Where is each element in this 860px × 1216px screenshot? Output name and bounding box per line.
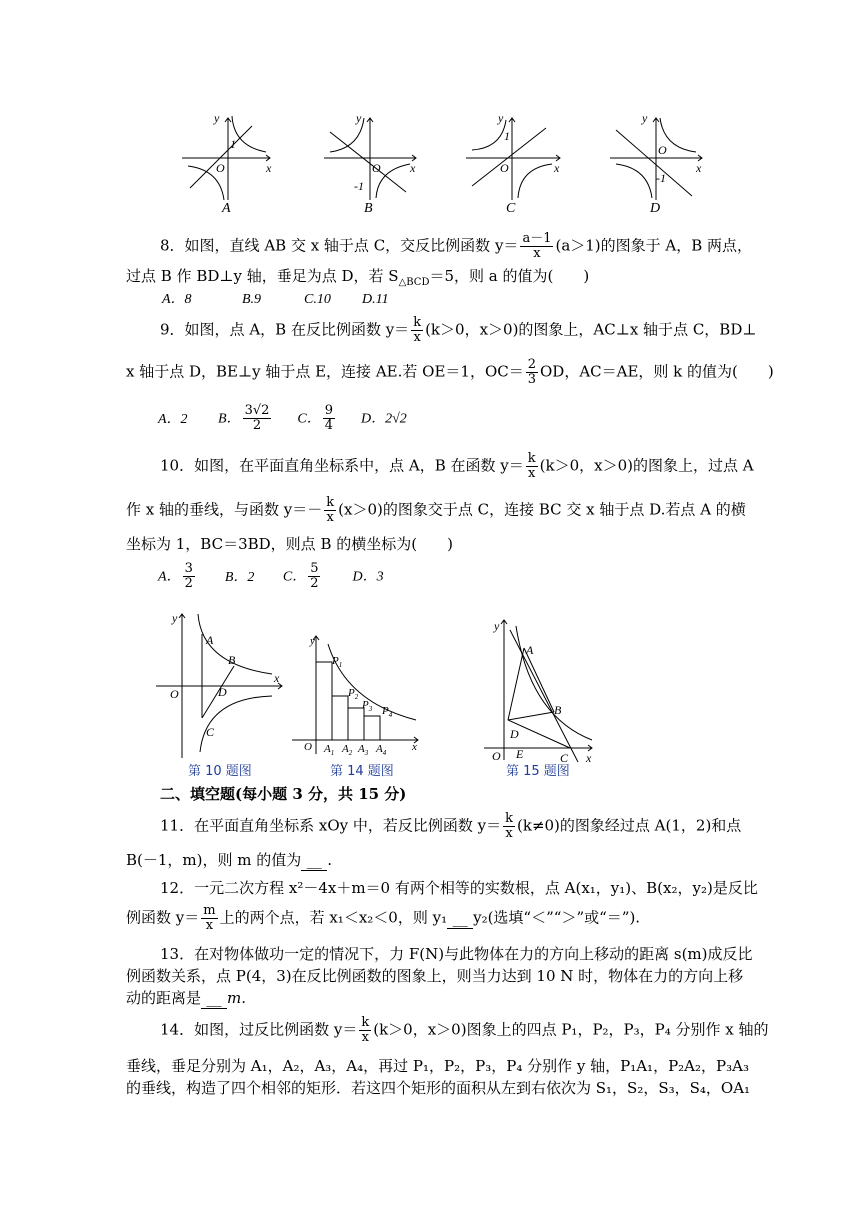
svg-text:O: O xyxy=(304,741,312,753)
q8-options: A．8 B.9 C.10 D.11 xyxy=(162,292,389,307)
svg-text:-1: -1 xyxy=(656,171,666,185)
svg-text:A1: $A_1$ xyxy=(324,743,335,757)
q11-answer-blank[interactable]: __ xyxy=(301,850,327,871)
q13-line1: 13．在对物体做功一定的情况下，力 F(N)与此物体在力的方向上移动的距离 s(m)成反比 xyxy=(160,945,753,963)
svg-text:x: x xyxy=(412,741,417,753)
q12-line2: 例函数 y＝ $\frac{m}{x}$ 上的两个点，若 x₁＜x₂＜0，则 y₁ __ y₂(选填“＜”“＞”或“＝”). xyxy=(126,903,641,933)
svg-text:y: y xyxy=(214,111,220,125)
svg-text:y: y xyxy=(310,635,315,647)
svg-text:O: O xyxy=(500,161,509,175)
figure-14 xyxy=(288,632,434,758)
svg-text:D: D xyxy=(510,727,519,741)
figure-14-caption: 第 14 题图 xyxy=(330,764,394,779)
graph-label-c: C xyxy=(506,201,516,216)
graph-b xyxy=(324,118,416,200)
graph-d xyxy=(610,118,702,200)
svg-text:y: y xyxy=(356,111,362,125)
section-2-title: 二、填空题(每小题 3 分，共 15 分) xyxy=(160,785,407,803)
q8-line2: 过点 B 作 BD⊥y 轴，垂足为点 D，若 $S_{\triangle BCD}=5$，则 a 的值为( ) xyxy=(126,267,590,288)
q13-answer-blank[interactable]: __ xyxy=(201,988,227,1009)
graph-a xyxy=(182,116,270,200)
svg-text:1: 1 xyxy=(230,137,236,151)
svg-text:P4: $P_4$ xyxy=(382,705,393,719)
svg-text:x: x xyxy=(274,671,280,685)
svg-text:P2: $P_2$ xyxy=(348,687,359,701)
svg-text:A3: $A_3$ xyxy=(358,743,369,757)
svg-text:O: O xyxy=(372,161,381,175)
svg-text:O: O xyxy=(658,143,667,157)
q9-options: A．2 B． $\frac{3√2}{2}$ C． $\frac{9}{4}$ D．2√2 xyxy=(158,403,407,433)
q10-line3: 坐标为 1，BC＝3BD，则点 B 的横坐标为( ) xyxy=(126,535,453,553)
svg-text:x: x xyxy=(266,161,272,175)
svg-text:D: D xyxy=(218,685,227,699)
graph-label-b: B xyxy=(364,201,373,216)
svg-text:x: x xyxy=(586,751,592,764)
figure-10 xyxy=(150,608,290,758)
svg-text:A4: $A_4$ xyxy=(376,743,387,757)
q8-line1: 8．如图，直线 AB 交 x 轴于点 C，交反比例函数 y＝ $\frac{a-1}{x}$ (a＞1)的图象于 A，B 两点， xyxy=(160,231,753,261)
svg-text:y: y xyxy=(498,111,504,125)
q14-line1: 14．如图，过反比例函数 y＝ $\frac{k}{x}$ (k＞0，x＞0)图象上的四点 P₁，P₂，P₃，P₄ 分别作 x 轴的 xyxy=(160,1015,769,1045)
svg-text:C: C xyxy=(206,725,215,739)
svg-text:P3: $P_3$ xyxy=(362,699,373,713)
graph-label-a: A xyxy=(222,201,231,216)
q11-line1: 11．在平面直角坐标系 xOy 中，若反比例函数 y＝ $\frac{k}{x}$ (k≠0)的图象经过点 A(1，2)和点 xyxy=(160,811,742,841)
svg-text:x: x xyxy=(554,161,560,175)
svg-text:O: O xyxy=(170,687,179,701)
q10-options: A． $\frac{3}{2}$ B．2 C． $\frac{5}{2}$ D．3 xyxy=(158,561,384,591)
svg-text:A2: $A_2$ xyxy=(342,743,353,757)
graph-label-d: D xyxy=(650,201,661,216)
svg-text:1: 1 xyxy=(504,129,510,143)
svg-text:y: y xyxy=(172,611,178,625)
q11-line2: B(－1，m)，则 m 的值为 __ . xyxy=(126,851,333,869)
svg-text:y: y xyxy=(494,619,500,633)
q12-answer-blank[interactable]: __ xyxy=(447,908,473,929)
svg-text:A: A xyxy=(526,643,534,657)
svg-text:B: B xyxy=(554,703,562,717)
option-graphs-row xyxy=(170,108,710,216)
svg-text:C: C xyxy=(560,751,569,764)
svg-text:P1: $P_1$ xyxy=(332,655,343,669)
svg-text:-1: -1 xyxy=(354,179,364,193)
q10-line2: 作 x 轴的垂线，与函数 y＝－ $\frac{k}{x}$ (x＞0)的图象交于点 C，连接 BC 交 x 轴于点 D.若点 A 的横 xyxy=(126,495,746,525)
figure-10-caption: 第 10 题图 xyxy=(188,764,252,779)
q14-line2: 垂线，垂足分别为 A₁，A₂，A₃，A₄，再过 P₁，P₂，P₃，P₄ 分别作 y 轴，P₁A₁，P₂A₂，P₃A₃ xyxy=(126,1057,749,1075)
graph-c xyxy=(466,118,560,200)
svg-text:B: B xyxy=(228,653,236,667)
svg-text:x: x xyxy=(410,161,416,175)
svg-text:A: A xyxy=(206,633,214,647)
svg-text:E: E xyxy=(516,747,524,761)
q10-line1: 10．如图，在平面直角坐标系中，点 A，B 在函数 y＝ $\frac{k}{x}$ (k＞0，x＞0)的图象上，过点 A xyxy=(160,451,754,481)
figure-15-caption: 第 15 题图 xyxy=(506,764,570,779)
svg-text:O: O xyxy=(492,749,501,763)
svg-text:O: O xyxy=(216,161,225,175)
q12-line1: 12．一元二次方程 x²－4x＋m＝0 有两个相等的实数根，点 A(x₁，y₁)、B(x₂，y₂)是反比 xyxy=(160,879,758,897)
svg-text:y: y xyxy=(642,111,648,125)
q13-line2: 例函数关系，点 P(4，3)在反比例函数的图象上，则当力达到 10 N 时，物体在力的方向上移 xyxy=(126,967,744,985)
q9-line1: 9．如图，点 A，B 在反比例函数 y＝ $\frac{k}{x}$ (k＞0，x＞0)的图象上，AC⊥x 轴于点 C，BD⊥ xyxy=(160,315,757,345)
figure-15 xyxy=(480,616,600,764)
q13-line3: 动的距离是 __ m. xyxy=(126,989,247,1007)
q14-line3: 的垂线，构造了四个相邻的矩形．若这四个矩形的面积从左到右依次为 S₁，S₂，S₃，S₄，OA₁ xyxy=(126,1079,751,1097)
svg-text:x: x xyxy=(696,161,702,175)
q9-line2: x 轴于点 D，BE⊥y 轴于点 E，连接 AE.若 OE＝1，OC＝ $\frac{2}{3}$ OD，AC＝AE，则 k 的值为( ) xyxy=(126,357,774,387)
